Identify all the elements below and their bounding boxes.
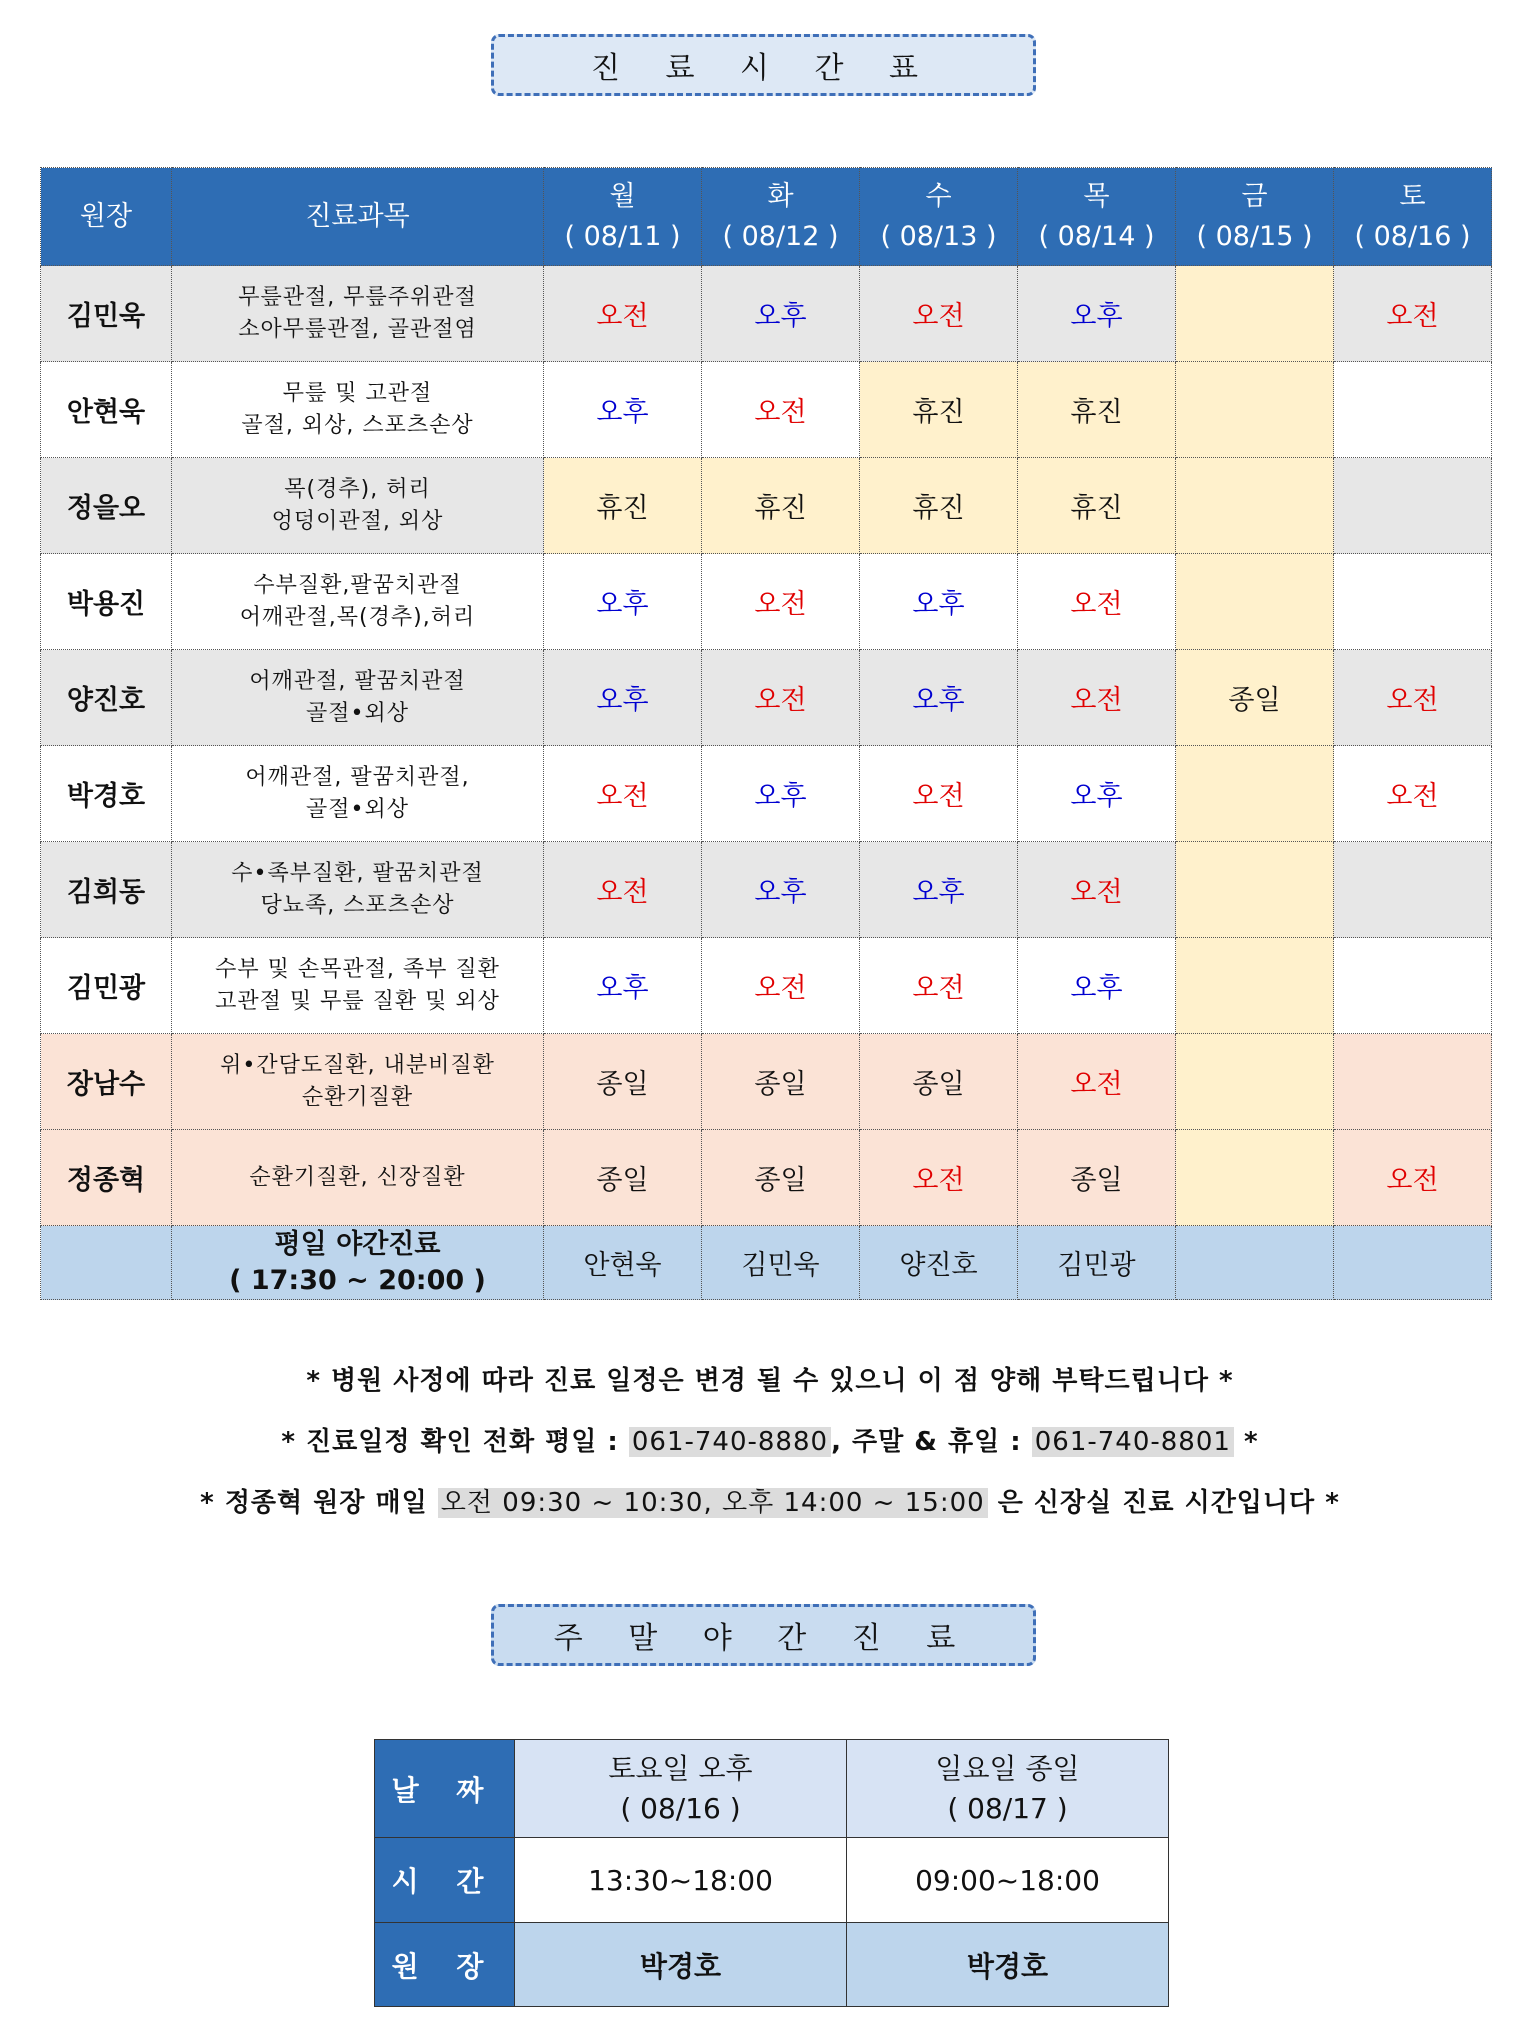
header-day-fri (1176, 168, 1334, 266)
schedule-cell (1176, 362, 1334, 458)
schedule-cell: 오전 (544, 746, 702, 842)
phone-suffix: * (1233, 1427, 1259, 1457)
doctor-row (41, 554, 1492, 650)
schedule-cell: 오전 (702, 938, 860, 1034)
schedule-cell: 오전 (1334, 266, 1492, 362)
subject-line: 골절•외상 (306, 700, 409, 726)
day-name: 토 (1399, 180, 1426, 212)
subject-line: 골절•외상 (306, 796, 409, 822)
schedule-cell (1176, 1034, 1334, 1130)
schedule-cell: 휴진 (1018, 458, 1176, 554)
subject-line: 수•족부질환, 팔꿈치관절 (231, 860, 484, 886)
night-cell: 김민광 (1018, 1226, 1176, 1300)
schedule-cell: 오전 (1334, 746, 1492, 842)
sunday-header (847, 1740, 1169, 1838)
schedule-cell: 오전 (702, 362, 860, 458)
schedule-cell: 오전 (544, 842, 702, 938)
day-name: 금 (1241, 180, 1268, 212)
weekend-table (374, 1739, 1169, 2007)
weekend-phone[interactable]: 061-740-8801 (1032, 1427, 1234, 1457)
phone-mid: , 주말 & 휴일 : (831, 1427, 1032, 1457)
subject-line: 수부질환,팔꿈치관절 (253, 572, 462, 598)
doctor-row (41, 938, 1492, 1034)
sunday-date: ( 08/17 ) (947, 1791, 1068, 1825)
day-date: ( 08/11 ) (564, 220, 681, 252)
doctor-name: 안현욱 (41, 362, 172, 458)
subject-line: 목(경추), 허리 (284, 476, 431, 502)
night-label-title: 평일 야간진료 (274, 1228, 441, 1260)
schedule-cell: 휴진 (860, 362, 1018, 458)
subject-cell (172, 1130, 544, 1226)
doctor-name: 장남수 (41, 1034, 172, 1130)
schedule-cell: 종일 (544, 1034, 702, 1130)
night-cell: 김민욱 (702, 1226, 860, 1300)
subject-line: 순환기질환, 신장질환 (249, 1164, 466, 1190)
subject-cell (172, 266, 544, 362)
schedule-cell: 오후 (860, 554, 1018, 650)
header-doctor: 원장 (41, 168, 172, 266)
schedule-cell (1176, 1130, 1334, 1226)
day-date: ( 08/15 ) (1196, 220, 1313, 252)
doctor-name: 김희동 (41, 842, 172, 938)
notice-phone (0, 1421, 1540, 1458)
subject-line: 어깨관절, 팔꿈치관절, (245, 764, 470, 790)
schedule-cell: 오전 (1018, 650, 1176, 746)
day-name: 목 (1083, 180, 1110, 212)
schedule-cell: 오후 (1018, 266, 1176, 362)
doctor-row (41, 1130, 1492, 1226)
schedule-cell: 오전 (1334, 1130, 1492, 1226)
schedule-cell: 종일 (1176, 650, 1334, 746)
night-cell: 양진호 (860, 1226, 1018, 1300)
night-clinic-row (41, 1226, 1492, 1300)
schedule-title: 진 료 시 간 표 (491, 34, 1036, 96)
schedule-cell: 오후 (860, 650, 1018, 746)
schedule-cell: 오후 (702, 842, 860, 938)
subject-line: 위•간담도질환, 내분비질환 (220, 1052, 495, 1078)
saturday-day: 토요일 오후 (608, 1751, 753, 1785)
schedule-cell (1334, 842, 1492, 938)
subject-line: 수부 및 손목관절, 족부 질환 (215, 956, 500, 982)
doctor-name: 정을오 (41, 458, 172, 554)
schedule-cell: 오전 (860, 938, 1018, 1034)
subject-cell (172, 746, 544, 842)
schedule-cell: 오전 (1018, 554, 1176, 650)
saturday-doctor: 박경호 (515, 1923, 847, 2007)
doctor-row (41, 458, 1492, 554)
schedule-cell (1334, 1034, 1492, 1130)
schedule-cell: 오후 (1018, 746, 1176, 842)
schedule-cell (1176, 554, 1334, 650)
schedule-cell: 오후 (860, 842, 1018, 938)
schedule-cell: 오전 (702, 554, 860, 650)
notice-dialysis (0, 1482, 1540, 1519)
schedule-cell (1176, 458, 1334, 554)
saturday-header (515, 1740, 847, 1838)
schedule-cell (1334, 362, 1492, 458)
schedule-cell: 휴진 (544, 458, 702, 554)
schedule-cell: 오전 (1334, 650, 1492, 746)
header-day-sat (1334, 168, 1492, 266)
saturday-time: 13:30~18:00 (515, 1838, 847, 1923)
night-label-hours: ( 17:30 ~ 20:00 ) (229, 1264, 486, 1296)
subject-cell (172, 1034, 544, 1130)
schedule-cell: 휴진 (1018, 362, 1176, 458)
weekend-doctor-label: 원 장 (375, 1923, 515, 2007)
schedule-cell: 휴진 (860, 458, 1018, 554)
doctor-name: 박경호 (41, 746, 172, 842)
subject-line: 고관절 및 무릎 질환 및 외상 (215, 988, 500, 1014)
schedule-cell: 종일 (702, 1130, 860, 1226)
doctor-name: 김민욱 (41, 266, 172, 362)
night-blank-cell (41, 1226, 172, 1300)
subject-line: 순환기질환 (301, 1084, 414, 1110)
doctor-row (41, 650, 1492, 746)
schedule-cell: 휴진 (702, 458, 860, 554)
schedule-cell: 종일 (860, 1034, 1018, 1130)
subject-line: 어깨관절, 팔꿈치관절 (249, 668, 466, 694)
weekend-time-label: 시 간 (375, 1838, 515, 1923)
weekend-title: 주 말 야 간 진 료 (491, 1604, 1036, 1666)
subject-cell (172, 554, 544, 650)
dialysis-suffix: 은 신장실 진료 시간입니다 * (987, 1488, 1340, 1518)
night-cell (1334, 1226, 1492, 1300)
header-day-tue (702, 168, 860, 266)
schedule-cell: 오후 (702, 266, 860, 362)
schedule-cell: 종일 (544, 1130, 702, 1226)
subject-cell (172, 458, 544, 554)
day-name: 수 (925, 180, 952, 212)
schedule-cell: 오후 (544, 554, 702, 650)
schedule-cell (1334, 458, 1492, 554)
subject-line: 어깨관절,목(경추),허리 (239, 604, 476, 630)
schedule-cell: 오전 (860, 266, 1018, 362)
header-day-mon (544, 168, 702, 266)
phone-prefix: * 진료일정 확인 전화 평일 : (281, 1427, 629, 1457)
subject-cell (172, 842, 544, 938)
saturday-date: ( 08/16 ) (620, 1791, 741, 1825)
subject-line: 당뇨족, 스포츠손상 (260, 892, 455, 918)
day-date: ( 08/12 ) (722, 220, 839, 252)
schedule-cell: 오후 (544, 650, 702, 746)
day-date: ( 08/13 ) (880, 220, 997, 252)
schedule-cell: 오후 (544, 938, 702, 1034)
night-clinic-label (172, 1226, 544, 1300)
schedule-cell: 오후 (702, 746, 860, 842)
doctor-name: 정종혁 (41, 1130, 172, 1226)
subject-line: 무릎관절, 무릎주위관절 (238, 284, 477, 310)
dialysis-prefix: * 정종혁 원장 매일 (200, 1488, 438, 1518)
sunday-day: 일요일 종일 (935, 1751, 1080, 1785)
day-date: ( 08/16 ) (1354, 220, 1471, 252)
doctor-row (41, 746, 1492, 842)
night-cell (1176, 1226, 1334, 1300)
header-day-wed (860, 168, 1018, 266)
doctor-row (41, 362, 1492, 458)
subject-line: 무릎 및 고관절 (282, 380, 433, 406)
day-date: ( 08/14 ) (1038, 220, 1155, 252)
doctor-name: 김민광 (41, 938, 172, 1034)
subject-line: 골절, 외상, 스포츠손상 (241, 412, 474, 438)
schedule-cell (1176, 266, 1334, 362)
weekend-time-row (375, 1838, 1169, 1923)
schedule-cell: 오후 (1018, 938, 1176, 1034)
schedule-cell (1176, 746, 1334, 842)
doctor-row (41, 266, 1492, 362)
schedule-cell: 오전 (702, 650, 860, 746)
weekend-doctor-row (375, 1923, 1169, 2007)
doctor-name: 양진호 (41, 650, 172, 746)
schedule-cell: 오전 (860, 746, 1018, 842)
sunday-doctor: 박경호 (847, 1923, 1169, 2007)
dialysis-hours: 오전 09:30 ~ 10:30, 오후 14:00 ~ 15:00 (438, 1488, 988, 1518)
notice-schedule-change: * 병원 사정에 따라 진료 일정은 변경 될 수 있으니 이 점 양해 부탁드립니다 * (306, 1366, 1234, 1396)
weekday-phone[interactable]: 061-740-8880 (629, 1427, 831, 1457)
schedule-cell: 종일 (702, 1034, 860, 1130)
header-day-thu (1018, 168, 1176, 266)
subject-cell (172, 362, 544, 458)
weekend-date-row (375, 1740, 1169, 1838)
header-row (41, 168, 1492, 266)
schedule-cell (1176, 842, 1334, 938)
weekend-date-label: 날 짜 (375, 1740, 515, 1838)
day-name: 월 (609, 180, 636, 212)
doctor-name: 박용진 (41, 554, 172, 650)
day-name: 화 (767, 180, 794, 212)
schedule-cell (1334, 938, 1492, 1034)
schedule-cell: 오전 (1018, 1034, 1176, 1130)
schedule-cell: 종일 (1018, 1130, 1176, 1226)
subject-cell (172, 650, 544, 746)
sunday-time: 09:00~18:00 (847, 1838, 1169, 1923)
schedule-cell: 오전 (544, 266, 702, 362)
night-cell: 안현욱 (544, 1226, 702, 1300)
header-subject: 진료과목 (172, 168, 544, 266)
subject-cell (172, 938, 544, 1034)
subject-line: 엉덩이관절, 외상 (271, 508, 444, 534)
schedule-cell (1334, 554, 1492, 650)
schedule-cell: 오전 (1018, 842, 1176, 938)
schedule-cell: 오전 (860, 1130, 1018, 1226)
doctor-row (41, 842, 1492, 938)
schedule-cell: 오후 (544, 362, 702, 458)
schedule-cell (1176, 938, 1334, 1034)
subject-line: 소아무릎관절, 골관절염 (238, 316, 477, 342)
schedule-table (40, 167, 1492, 1300)
doctor-row (41, 1034, 1492, 1130)
